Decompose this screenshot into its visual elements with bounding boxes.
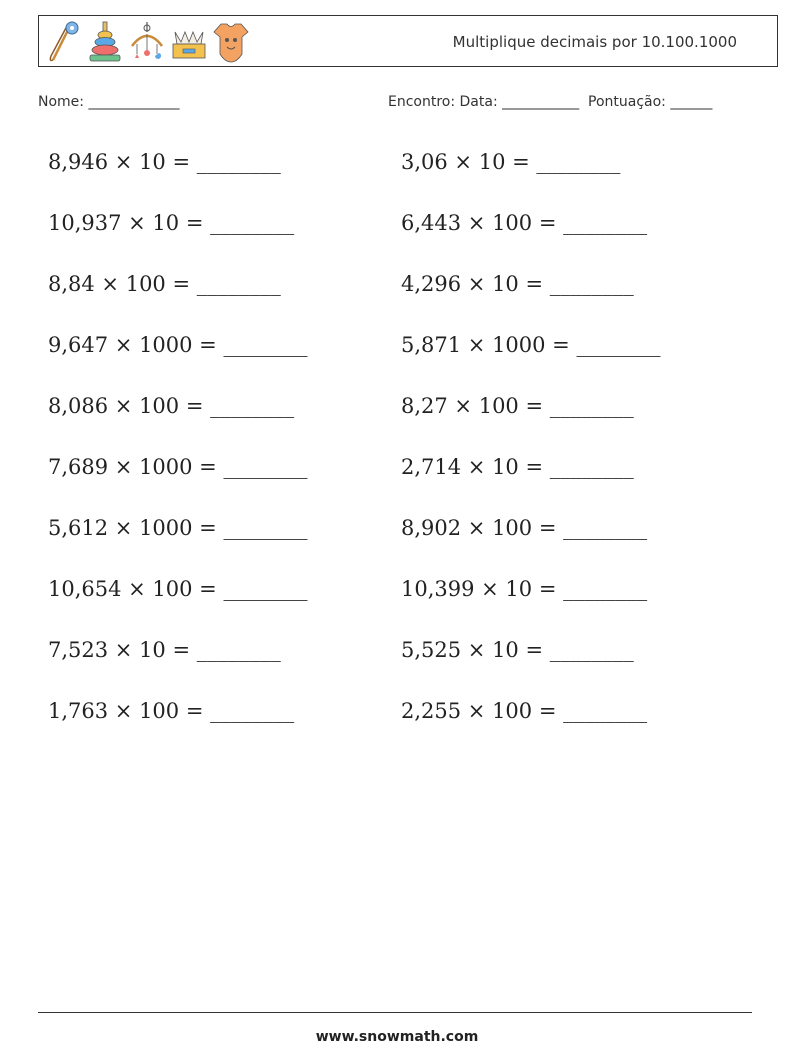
- problem-3-left: 8,84 × 100 = ________: [48, 272, 281, 296]
- problem-7-right: 8,902 × 100 = ________: [401, 516, 648, 540]
- footer-divider: [38, 1012, 752, 1013]
- problem-8-left: 10,654 × 100 = ________: [48, 577, 308, 601]
- problem-2-right: 6,443 × 100 = ________: [401, 211, 648, 235]
- problem-5-right: 8,27 × 100 = ________: [401, 394, 634, 418]
- problem-3-right: 4,296 × 10 = ________: [401, 272, 634, 296]
- problem-1-left: 8,946 × 10 = ________: [48, 150, 281, 174]
- worksheet-title: Multiplique decimais por 10.100.1000: [452, 33, 737, 51]
- problem-10-right: 2,255 × 100 = ________: [401, 699, 648, 723]
- problem-6-right: 2,714 × 10 = ________: [401, 455, 634, 479]
- problem-5-left: 8,086 × 100 = ________: [48, 394, 295, 418]
- problem-4-left: 9,647 × 1000 = ________: [48, 333, 308, 357]
- problem-8-right: 10,399 × 10 = ________: [401, 577, 648, 601]
- problem-7-left: 5,612 × 1000 = ________: [48, 516, 308, 540]
- footer-site: www.snowmath.com: [315, 1029, 479, 1045]
- date-score-field: Encontro: Data: ___________ Pontuação: ______: [388, 94, 713, 110]
- problem-4-right: 5,871 × 1000 = ________: [401, 333, 661, 357]
- problem-6-left: 7,689 × 1000 = ________: [48, 455, 308, 479]
- problem-9-left: 7,523 × 10 = ________: [48, 638, 281, 662]
- name-field: Nome: _____________: [38, 94, 180, 110]
- problem-10-left: 1,763 × 100 = ________: [48, 699, 295, 723]
- problem-2-left: 10,937 × 10 = ________: [48, 211, 295, 235]
- problem-9-right: 5,525 × 10 = ________: [401, 638, 634, 662]
- problem-1-right: 3,06 × 10 = ________: [401, 150, 621, 174]
